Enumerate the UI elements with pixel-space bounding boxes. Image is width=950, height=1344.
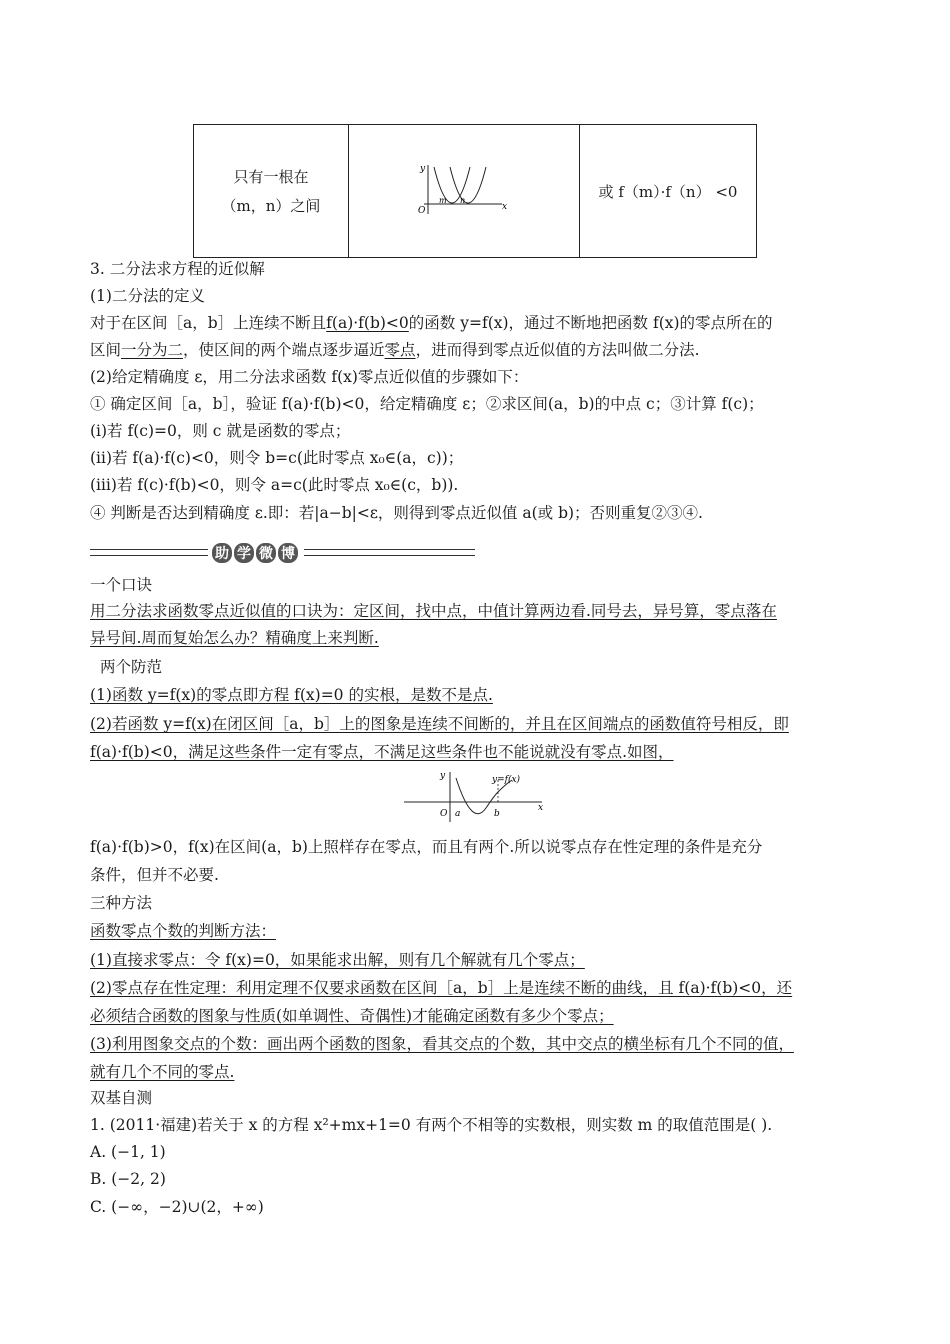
option-c: C. (−∞，−2)∪(2，+∞)	[90, 1198, 264, 1216]
banner-title: 助 学 微 博	[208, 543, 304, 563]
graph2-b-label: b	[494, 809, 500, 819]
case-2: (ⅱ)若 f(a)·f(c)<0，则令 b=c(此时零点 x₀∈(a，c))；	[90, 449, 464, 467]
graph2-x-label: x	[538, 803, 544, 813]
definition-line-1: 对于在区间［a，b］上连续不断且f(a)·f(b)<0的函数 y=f(x)，通过不断地把函数 f(x)的零点所在的	[90, 314, 773, 332]
methods-heading: 函数零点个数的判断方法：	[90, 922, 277, 940]
y-axis-label: y	[420, 164, 426, 174]
question-1: 1. (2011·福建)若关于 x 的方程 x²+mx+1=0 有两个不相等的实数根，则实数 m 的取值范围是( ).	[90, 1116, 773, 1134]
precautions-title: 两个防范	[100, 658, 163, 676]
mnemonic-title: 一个口诀	[90, 576, 153, 594]
self-test-title: 双基自测	[90, 1089, 153, 1107]
m-label: m	[439, 196, 447, 205]
graph2-y-label: y	[440, 771, 446, 781]
helper-banner	[90, 541, 475, 565]
condition-formula-cell: 或 f（m）·f（n） <0	[580, 125, 757, 258]
n-label: n	[460, 196, 466, 205]
root-distribution-table	[193, 124, 757, 258]
graph-note-1: f(a)·f(b)>0，f(x)在区间(a，b)上照样存在零点，而且有两个.所以说零点存在性定理的条件是充分	[90, 838, 763, 856]
method-2-line-1: (2)零点存在性定理：利用定理不仅要求函数在区间［a，b］上是连续不断的曲线，且 f(a)·f(b)<0，还	[90, 979, 793, 997]
function-graph-two-roots	[402, 768, 552, 824]
parabola-graph	[414, 159, 514, 219]
precaution-2-line-1: (2)若函数 y=f(x)在闭区间［a，b］上的图象是连续不间断的，并且在区间端点的函数值符号相反，即	[90, 715, 789, 733]
mnemonic-line-2: 异号间.周而复始怎么办？精确度上来判断.	[90, 629, 379, 647]
graph2-a-label: a	[455, 809, 461, 819]
precaution-2-line-2: f(a)·f(b)<0，满足这些条件一定有零点，不满足这些条件也不能说就没有零点.如图，	[90, 743, 674, 761]
case-1: (ⅰ)若 f(c)=0，则 c 就是函数的零点；	[90, 422, 351, 440]
mnemonic-line-1: 用二分法求函数零点近似值的口诀为：定区间，找中点，中值计算两边看.同号去，异号算，零点落在	[90, 602, 777, 620]
condition-line-2: （m，n）之间	[221, 197, 321, 215]
graph-cell	[349, 125, 580, 258]
graph2-origin-label: O	[440, 809, 448, 819]
method-1: (1)直接求零点：令 f(x)=0，如果能求出解，则有几个解就有几个零点；	[90, 951, 585, 969]
condition-cell	[194, 125, 349, 258]
precaution-1: (1)函数 y=f(x)的零点即方程 f(x)=0 的实根，是数不是点.	[90, 686, 493, 704]
methods-title: 三种方法	[90, 894, 153, 912]
condition-line-1: 只有一根在	[233, 168, 309, 186]
bisection-def-title: (1)二分法的定义	[90, 287, 205, 305]
origin-label: O	[418, 206, 426, 216]
graph-note-2: 条件，但并不必要.	[90, 866, 219, 884]
definition-line-2: 区间一分为二，使区间的两个端点逐步逼近零点，进而得到零点近似值的方法叫做二分法.	[90, 341, 700, 359]
section-3-title: 3. 二分法求方程的近似解	[90, 260, 265, 278]
step-1-3: ① 确定区间［a，b］，验证 f(a)·f(b)<0，给定精确度 ε；②求区间(a，b)的中点 c；③计算 f(c)；	[90, 395, 764, 413]
option-a: A. (−1, 1)	[90, 1143, 166, 1161]
method-3-line-2: 就有几个不同的零点.	[90, 1063, 235, 1081]
step-4: ④ 判断是否达到精确度 ε.即：若|a−b|<ε，则得到零点近似值 a(或 b)；否则重复②③④.	[90, 504, 703, 522]
method-2-line-2: 必须结合函数的图象与性质(如单调性、奇偶性)才能确定函数有多少个零点；	[90, 1007, 614, 1025]
graph2-fx-label: y=f(x)	[492, 775, 521, 785]
x-axis-label: x	[502, 202, 508, 212]
steps-intro: (2)给定精确度 ε，用二分法求函数 f(x)零点近似值的步骤如下：	[90, 368, 529, 386]
method-3-line-1: (3)利用图象交点的个数：画出两个函数的图象，看其交点的个数，其中交点的横坐标有几个不同的值，	[90, 1035, 794, 1053]
option-b: B. (−2, 2)	[90, 1170, 166, 1188]
case-3: (ⅲ)若 f(c)·f(b)<0，则令 a=c(此时零点 x₀∈(c，b)).	[90, 476, 459, 494]
